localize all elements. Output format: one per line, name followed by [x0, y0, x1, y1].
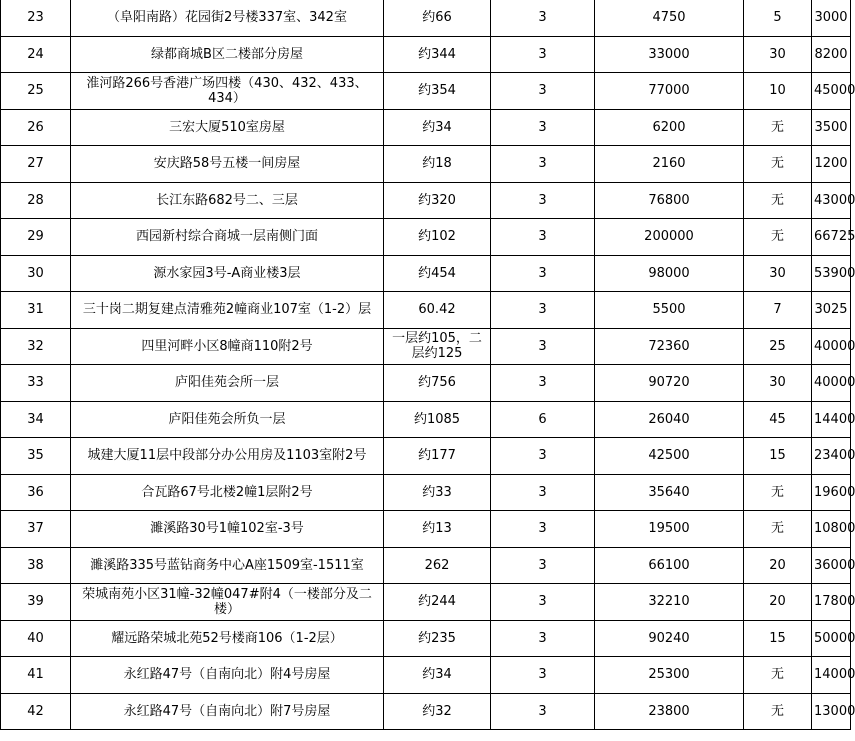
- deposit-cell: 无: [744, 693, 812, 730]
- property-name-cell: 濉溪路335号蓝钻商务中心A座1509室-1511室: [71, 547, 384, 584]
- row-number-cell: 30: [1, 255, 71, 292]
- lease-years-cell: 6: [491, 401, 595, 438]
- rent-cell: 40000: [812, 328, 851, 365]
- starting-price-cell: 26040: [595, 401, 744, 438]
- table-row: [1, 146, 851, 183]
- deposit-cell: 无: [744, 219, 812, 256]
- rent-cell: 66725: [812, 219, 851, 256]
- lease-years-cell: 3: [491, 547, 595, 584]
- deposit-cell: 无: [744, 146, 812, 183]
- starting-price-cell: 90240: [595, 620, 744, 657]
- deposit-cell: 30: [744, 36, 812, 73]
- rent-cell: 50000: [812, 620, 851, 657]
- rent-cell: 14000: [812, 657, 851, 694]
- lease-years-cell: 3: [491, 474, 595, 511]
- starting-price-cell: 19500: [595, 511, 744, 548]
- property-name-cell: 耀远路荣城北苑52号楼商106（1-2层）: [71, 620, 384, 657]
- starting-price-cell: 2160: [595, 146, 744, 183]
- property-name-cell: 荣城南苑小区31幢-32幢047#附4（一楼部分及二楼）: [71, 584, 384, 621]
- table-row: [1, 182, 851, 219]
- rent-cell: 45000: [812, 73, 851, 110]
- property-name-cell: （阜阳南路）花园街2号楼337室、342室: [71, 0, 384, 36]
- rent-cell: 36000: [812, 547, 851, 584]
- starting-price-cell: 200000: [595, 219, 744, 256]
- starting-price-cell: 77000: [595, 73, 744, 110]
- rent-cell: 17800: [812, 584, 851, 621]
- deposit-cell: 无: [744, 182, 812, 219]
- deposit-cell: 10: [744, 73, 812, 110]
- table-row: [1, 73, 851, 110]
- rent-cell: 14400: [812, 401, 851, 438]
- deposit-cell: 无: [744, 474, 812, 511]
- table-row: [1, 36, 851, 73]
- row-number-cell: 28: [1, 182, 71, 219]
- area-cell: 约1085: [384, 401, 491, 438]
- row-number-cell: 36: [1, 474, 71, 511]
- area-cell: 约344: [384, 36, 491, 73]
- starting-price-cell: 42500: [595, 438, 744, 475]
- property-name-cell: 长江东路682号二、三层: [71, 182, 384, 219]
- row-number-cell: 32: [1, 328, 71, 365]
- rent-cell: 40000: [812, 365, 851, 402]
- lease-years-cell: 3: [491, 620, 595, 657]
- row-number-cell: 23: [1, 0, 71, 36]
- deposit-cell: 20: [744, 584, 812, 621]
- table-row: [1, 0, 851, 36]
- deposit-cell: 无: [744, 109, 812, 146]
- starting-price-cell: 4750: [595, 0, 744, 36]
- table-row: [1, 438, 851, 475]
- lease-years-cell: 3: [491, 182, 595, 219]
- starting-price-cell: 90720: [595, 365, 744, 402]
- area-cell: 约177: [384, 438, 491, 475]
- property-name-cell: 合瓦路67号北楼2幢1层附2号: [71, 474, 384, 511]
- row-number-cell: 40: [1, 620, 71, 657]
- area-cell: 约66: [384, 0, 491, 36]
- rent-cell: 43000: [812, 182, 851, 219]
- lease-years-cell: 3: [491, 219, 595, 256]
- lease-years-cell: 3: [491, 292, 595, 329]
- row-number-cell: 37: [1, 511, 71, 548]
- starting-price-cell: 25300: [595, 657, 744, 694]
- row-number-cell: 38: [1, 547, 71, 584]
- rent-cell: 13000: [812, 693, 851, 730]
- table-row: [1, 657, 851, 694]
- deposit-cell: 45: [744, 401, 812, 438]
- row-number-cell: 34: [1, 401, 71, 438]
- rent-cell: 8200: [812, 36, 851, 73]
- area-cell: 约34: [384, 109, 491, 146]
- property-name-cell: 庐阳佳苑会所负一层: [71, 401, 384, 438]
- table-row: [1, 365, 851, 402]
- area-cell: 约454: [384, 255, 491, 292]
- table-row: [1, 547, 851, 584]
- rent-cell: 53900: [812, 255, 851, 292]
- area-cell: 约244: [384, 584, 491, 621]
- lease-years-cell: 3: [491, 438, 595, 475]
- row-number-cell: 33: [1, 365, 71, 402]
- row-number-cell: 26: [1, 109, 71, 146]
- table-row: [1, 511, 851, 548]
- starting-price-cell: 98000: [595, 255, 744, 292]
- deposit-cell: 5: [744, 0, 812, 36]
- starting-price-cell: 6200: [595, 109, 744, 146]
- lease-years-cell: 3: [491, 657, 595, 694]
- lease-years-cell: 3: [491, 146, 595, 183]
- property-name-cell: 城建大厦11层中段部分办公用房及1103室附2号: [71, 438, 384, 475]
- deposit-cell: 20: [744, 547, 812, 584]
- area-cell: 约320: [384, 182, 491, 219]
- deposit-cell: 无: [744, 511, 812, 548]
- lease-years-cell: 3: [491, 0, 595, 36]
- property-name-cell: 绿都商城B区二楼部分房屋: [71, 36, 384, 73]
- area-cell: 约102: [384, 219, 491, 256]
- deposit-cell: 15: [744, 438, 812, 475]
- row-number-cell: 24: [1, 36, 71, 73]
- lease-years-cell: 3: [491, 365, 595, 402]
- property-name-cell: 永红路47号（自南向北）附4号房屋: [71, 657, 384, 694]
- deposit-cell: 15: [744, 620, 812, 657]
- starting-price-cell: 72360: [595, 328, 744, 365]
- table-row: [1, 109, 851, 146]
- starting-price-cell: 76800: [595, 182, 744, 219]
- table-row: [1, 474, 851, 511]
- lease-years-cell: 3: [491, 73, 595, 110]
- property-name-cell: 三十岗二期复建点清雅苑2幢商业107室（1-2）层: [71, 292, 384, 329]
- property-name-cell: 庐阳佳苑会所一层: [71, 365, 384, 402]
- area-cell: 约235: [384, 620, 491, 657]
- row-number-cell: 42: [1, 693, 71, 730]
- table-row: [1, 584, 851, 621]
- table-row: [1, 693, 851, 730]
- rent-cell: 1200: [812, 146, 851, 183]
- starting-price-cell: 33000: [595, 36, 744, 73]
- property-name-cell: 淮河路266号香港广场四楼（430、432、433、434）: [71, 73, 384, 110]
- area-cell: 262: [384, 547, 491, 584]
- lease-years-cell: 3: [491, 511, 595, 548]
- area-cell: 约33: [384, 474, 491, 511]
- table-row: [1, 401, 851, 438]
- lease-years-cell: 3: [491, 255, 595, 292]
- lease-years-cell: 3: [491, 109, 595, 146]
- deposit-cell: 30: [744, 255, 812, 292]
- row-number-cell: 35: [1, 438, 71, 475]
- area-cell: 一层约105，二层约125: [384, 328, 491, 365]
- property-name-cell: 永红路47号（自南向北）附7号房屋: [71, 693, 384, 730]
- property-name-cell: 三宏大厦510室房屋: [71, 109, 384, 146]
- row-number-cell: 27: [1, 146, 71, 183]
- area-cell: 约32: [384, 693, 491, 730]
- rent-cell: 3000: [812, 0, 851, 36]
- row-number-cell: 31: [1, 292, 71, 329]
- rent-cell: 3025: [812, 292, 851, 329]
- rent-cell: 23400: [812, 438, 851, 475]
- row-number-cell: 39: [1, 584, 71, 621]
- lease-years-cell: 3: [491, 584, 595, 621]
- area-cell: 约18: [384, 146, 491, 183]
- area-cell: 约354: [384, 73, 491, 110]
- row-number-cell: 25: [1, 73, 71, 110]
- starting-price-cell: 23800: [595, 693, 744, 730]
- starting-price-cell: 66100: [595, 547, 744, 584]
- table-row: [1, 620, 851, 657]
- property-name-cell: 濉溪路30号1幢102室-3号: [71, 511, 384, 548]
- table-row: [1, 219, 851, 256]
- area-cell: 约34: [384, 657, 491, 694]
- deposit-cell: 7: [744, 292, 812, 329]
- lease-years-cell: 3: [491, 36, 595, 73]
- rent-cell: 10800: [812, 511, 851, 548]
- property-name-cell: 四里河畔小区8幢商110附2号: [71, 328, 384, 365]
- lease-years-cell: 3: [491, 693, 595, 730]
- property-name-cell: 西园新村综合商城一层南侧门面: [71, 219, 384, 256]
- deposit-cell: 25: [744, 328, 812, 365]
- property-name-cell: 源水家园3号-A商业楼3层: [71, 255, 384, 292]
- table-row: [1, 255, 851, 292]
- area-cell: 约756: [384, 365, 491, 402]
- deposit-cell: 无: [744, 657, 812, 694]
- row-number-cell: 41: [1, 657, 71, 694]
- row-number-cell: 29: [1, 219, 71, 256]
- table-row: [1, 292, 851, 329]
- property-name-cell: 安庆路58号五楼一间房屋: [71, 146, 384, 183]
- rent-cell: 19600: [812, 474, 851, 511]
- table-row: [1, 328, 851, 365]
- starting-price-cell: 32210: [595, 584, 744, 621]
- area-cell: 约13: [384, 511, 491, 548]
- starting-price-cell: 5500: [595, 292, 744, 329]
- area-cell: 60.42: [384, 292, 491, 329]
- table-body: [1, 0, 855, 730]
- rent-cell: 3500: [812, 109, 851, 146]
- starting-price-cell: 35640: [595, 474, 744, 511]
- deposit-cell: 30: [744, 365, 812, 402]
- lease-years-cell: 3: [491, 328, 595, 365]
